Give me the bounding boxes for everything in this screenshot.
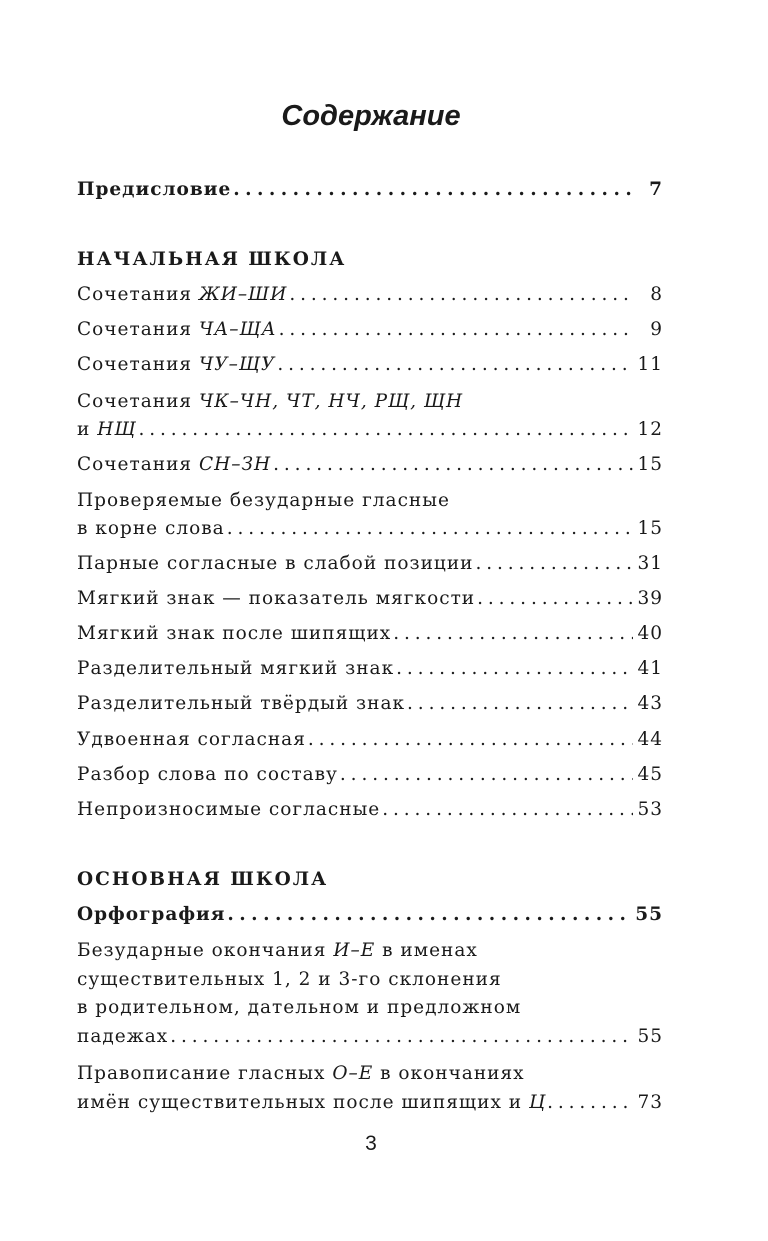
toc-entry-italic: И–Е (333, 940, 376, 961)
toc-entry-label: Разделительный твёрдый знак (77, 693, 406, 714)
toc-page-number: 55 (637, 1026, 663, 1047)
toc-entry[interactable] (77, 655, 663, 683)
leader-dots (279, 316, 633, 344)
toc-entry-label: Сочетания (77, 354, 199, 375)
leader-dots (273, 451, 633, 479)
leader-dots (547, 1089, 633, 1117)
toc-page-number: 43 (637, 693, 663, 714)
toc-entry-orthography[interactable] (77, 901, 663, 929)
toc-page-number: 39 (637, 588, 663, 609)
toc-page-number: 45 (637, 764, 663, 785)
toc-entry-label: и (77, 419, 98, 440)
toc-page-number: 12 (637, 419, 663, 440)
leader-dots (396, 655, 633, 683)
leader-dots (407, 690, 633, 718)
toc-page-number: 8 (650, 284, 663, 305)
section-heading-secondary-school: ОСНОВНАЯ ШКОЛА (77, 869, 329, 890)
toc-entry-italic: СН–ЗН (198, 454, 272, 475)
toc-page-number: 73 (637, 1092, 663, 1113)
toc-entry[interactable] (77, 796, 663, 824)
page-number: 3 (365, 1132, 377, 1155)
toc-entry[interactable] (77, 620, 663, 648)
toc-page-number: 55 (635, 904, 663, 925)
toc-entry-label: падежах (77, 1026, 169, 1047)
toc-page-number: 44 (637, 729, 663, 750)
toc-entry-preface[interactable] (77, 176, 663, 204)
toc-entry-label: Предисловие (77, 179, 232, 200)
toc-entry[interactable] (77, 316, 663, 344)
toc-entry-label: Сочетания (77, 391, 199, 412)
toc-entry-label: Сочетания (77, 319, 199, 340)
toc-page-number: 15 (637, 518, 663, 539)
leader-dots (393, 620, 633, 648)
leader-dots (227, 901, 631, 929)
toc-entry[interactable] (77, 1023, 663, 1051)
toc-entry-label: Парные согласные в слабой позиции (77, 553, 474, 574)
toc-entry-italic: О–Е (332, 1063, 374, 1084)
toc-entry[interactable] (77, 451, 663, 479)
toc-entry-italic: ЧА–ЩА (198, 319, 277, 340)
leader-dots (277, 351, 633, 379)
leader-dots (227, 515, 633, 543)
toc-entry-line[interactable] (77, 388, 663, 416)
toc-entry-label: имён существительных после шипящих и (77, 1092, 529, 1113)
toc-entry-line[interactable]: в родительном, дательном и предложном (77, 997, 522, 1018)
toc-entry-italic: ЧУ–ЩУ (198, 354, 276, 375)
toc-entry-label: Удвоенная согласная (77, 729, 306, 750)
toc-page-number: 40 (637, 623, 663, 644)
toc-entry-label: в именах (375, 940, 478, 961)
toc-entry-label: Непроизносимые согласные (77, 799, 381, 820)
toc-page-number: 53 (637, 799, 663, 820)
leader-dots (308, 726, 633, 754)
toc-page-number: 15 (637, 454, 663, 475)
toc-entry-italic: Ц (529, 1092, 547, 1113)
toc-entry[interactable] (77, 761, 663, 789)
toc-entry-label: в окончаниях (373, 1063, 525, 1084)
toc-entry[interactable] (77, 1089, 663, 1117)
toc-entry-label: Мягкий знак — показатель мягкости (77, 588, 476, 609)
toc-entry-italic: ЧК–ЧН, ЧТ, НЧ, РЩ, ЩН (198, 391, 464, 412)
leader-dots (475, 550, 633, 578)
toc-entry[interactable] (77, 585, 663, 613)
toc-entry[interactable] (77, 515, 663, 543)
toc-entry[interactable] (77, 351, 663, 379)
leader-dots (233, 176, 633, 204)
toc-page-number: 31 (637, 553, 663, 574)
toc-page-number: 9 (650, 319, 663, 340)
toc-page-number: 11 (637, 354, 663, 375)
toc-entry-line[interactable]: Проверяемые безударные гласные (77, 490, 450, 511)
toc-entry-label: в корне слова (77, 518, 225, 539)
toc-entry-label: Сочетания (77, 454, 199, 475)
toc-entry[interactable] (77, 690, 663, 718)
toc-entry-label: Мягкий знак после шипящих (77, 623, 392, 644)
page-title: Содержание (281, 100, 461, 132)
toc-entry-italic: ЖИ–ШИ (198, 284, 288, 305)
toc-entry-label: Орфография (77, 904, 226, 925)
toc-entry-label: Сочетания (77, 284, 199, 305)
leader-dots (289, 281, 633, 309)
toc-entry-line[interactable] (77, 937, 663, 965)
toc-entry-label: Разбор слова по составу (77, 764, 338, 785)
toc-entry-line[interactable]: существительных 1, 2 и 3-го склонения (77, 969, 502, 990)
toc-entry-italic: НЩ (97, 419, 137, 440)
toc-entry-line[interactable] (77, 1060, 663, 1088)
section-heading-primary-school: НАЧАЛЬНАЯ ШКОЛА (77, 249, 347, 270)
toc-page-number: 7 (649, 179, 663, 200)
toc-entry-label: Разделительный мягкий знак (77, 658, 395, 679)
toc-entry[interactable] (77, 726, 663, 754)
leader-dots (477, 585, 633, 613)
leader-dots (340, 761, 633, 789)
toc-entry[interactable] (77, 416, 663, 444)
leader-dots (170, 1023, 633, 1051)
leader-dots (138, 416, 633, 444)
toc-entry-label: Правописание гласных (77, 1063, 333, 1084)
toc-entry[interactable] (77, 281, 663, 309)
toc-entry[interactable] (77, 550, 663, 578)
toc-page-number: 41 (637, 658, 663, 679)
toc-entry-label: Безударные окончания (77, 940, 334, 961)
leader-dots (382, 796, 633, 824)
